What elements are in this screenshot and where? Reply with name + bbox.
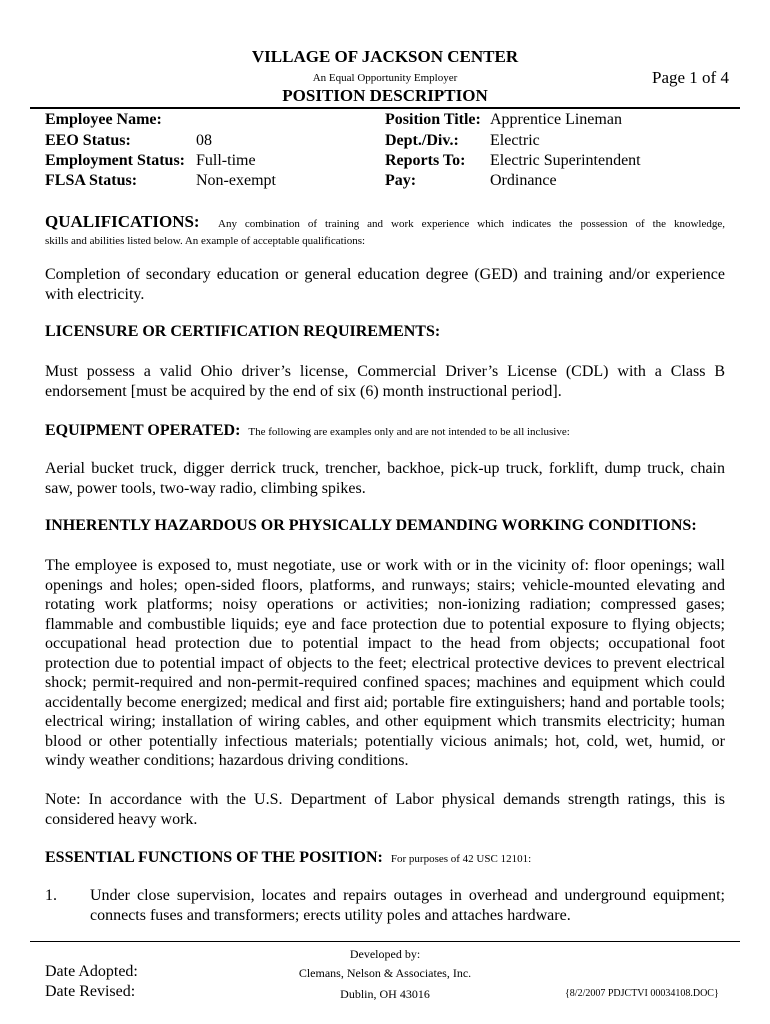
employment-status-value: Full-time [196, 152, 256, 169]
heavy-work-note: Note: In accordance with the U.S. Department of Labor physical demands strength ratings, this is considered heavy work. [45, 791, 725, 828]
equipment-body: Aerial bucket truck, digger derrick truck, trencher, backhoe, pick-up truck, forklift, dump truck, chain saw, power tools, two-way radio, climbing spikes. [45, 460, 725, 497]
equipment-intro: The following are examples only and are not intended to be all inclusive: [248, 426, 570, 438]
essential-item-text: Under close supervision, locates and repairs outages in overhead and underground equipment; connects fuses and transformers; erects utility poles and attaches hardware. [90, 887, 725, 924]
date-adopted-label: Date Adopted: [45, 963, 138, 980]
company-city: Dublin, OH 43016 [340, 987, 430, 1001]
header-rule [30, 107, 740, 109]
date-revised-label: Date Revised: [45, 983, 136, 1000]
pay-label: Pay: [385, 172, 417, 189]
footer-rule [30, 941, 740, 942]
document-title: POSITION DESCRIPTION [282, 86, 488, 105]
essential-section-title [45, 849, 531, 867]
qualifications-section [45, 212, 725, 248]
position-title-value: Apprentice Lineman [490, 111, 622, 128]
position-title-label: Position Title: [385, 111, 481, 128]
dept-div-value: Electric [490, 132, 540, 149]
equipment-section-title [45, 422, 570, 440]
equipment-heading: EQUIPMENT OPERATED: [45, 422, 241, 439]
organization-name: VILLAGE OF JACKSON CENTER [251, 47, 519, 66]
flsa-status-value: Non-exempt [196, 172, 276, 189]
eeo-status-value: 08 [196, 132, 212, 149]
essential-item [45, 886, 725, 925]
page-number: Page 1 of 4 [652, 68, 729, 87]
licensure-body: Must possess a valid Ohio driver’s license, Commercial Driver’s License (CDL) with a Class B endorsement [must be acquired by the end of six (6) month instructional period]. [45, 363, 725, 400]
employment-status-label: Employment Status: [45, 152, 186, 169]
company-name: Clemans, Nelson & Associates, Inc. [298, 966, 472, 980]
licensure-heading: LICENSURE OR CERTIFICATION REQUIREMENTS: [45, 323, 441, 340]
essential-intro: For purposes of 42 USC 12101: [390, 853, 532, 865]
pay-value: Ordinance [490, 172, 557, 189]
dept-div-label: Dept./Div.: [385, 132, 459, 149]
employee-name-label: Employee Name: [45, 111, 162, 128]
essential-heading: ESSENTIAL FUNCTIONS OF THE POSITION: [45, 849, 383, 866]
developed-by: Developed by: [349, 947, 421, 961]
qualifications-body: Completion of secondary education or general education degree (GED) and training and/or experience with electricity. [45, 266, 725, 303]
hazardous-body: The employee is exposed to, must negotiate, use or work with or in the vicinity of: floor openings; wall openings and holes; open-sided floors, platforms, and runways; stairs; vehicle-mounted elevating and rotating work platforms; noisy operations or activities; non-ionizing radiation; compressed gases; flammable and combustible liquids; eye and face protection due to potential exposure to flying objects; occupational head protection due to potential impact to the head from objects; occupational foot protection due to potential impact of objects to the feet; electrical protective devices to prevent electrical shock; permit-required and non-permit-required confined spaces; machines and equipment which could accidentally become energized; medical and first aid; portable fire extinguishers; hand and portable tools; electrical wiring; installation of wiring cables, and other equipment which transmits electricity; human blood or other potentially infectious materials; potentially vicious animals; hot, cold, wet, humid, or windy weather conditions; hazardous driving conditions. [45, 557, 725, 769]
flsa-status-label: FLSA Status: [45, 172, 138, 189]
qualifications-heading: QUALIFICATIONS: [45, 212, 200, 231]
reports-to-label: Reports To: [385, 152, 466, 169]
equal-opportunity-line: An Equal Opportunity Employer [312, 72, 458, 84]
document-code: {8/2/2007 PDJCTVI 00034108.DOC} [565, 988, 719, 999]
eeo-status-label: EEO Status: [45, 132, 131, 149]
reports-to-value: Electric Superintendent [490, 152, 641, 169]
essential-item-number: 1. [45, 887, 57, 904]
hazardous-heading: INHERENTLY HAZARDOUS OR PHYSICALLY DEMANDING WORKING CONDITIONS: [45, 517, 697, 534]
qualifications-intro: Any combination of training and work experience which indicates the possession of the knowledge, [218, 218, 725, 230]
qualifications-intro-cont: skills and abilities listed below. An example of acceptable qualifications: [45, 235, 366, 247]
